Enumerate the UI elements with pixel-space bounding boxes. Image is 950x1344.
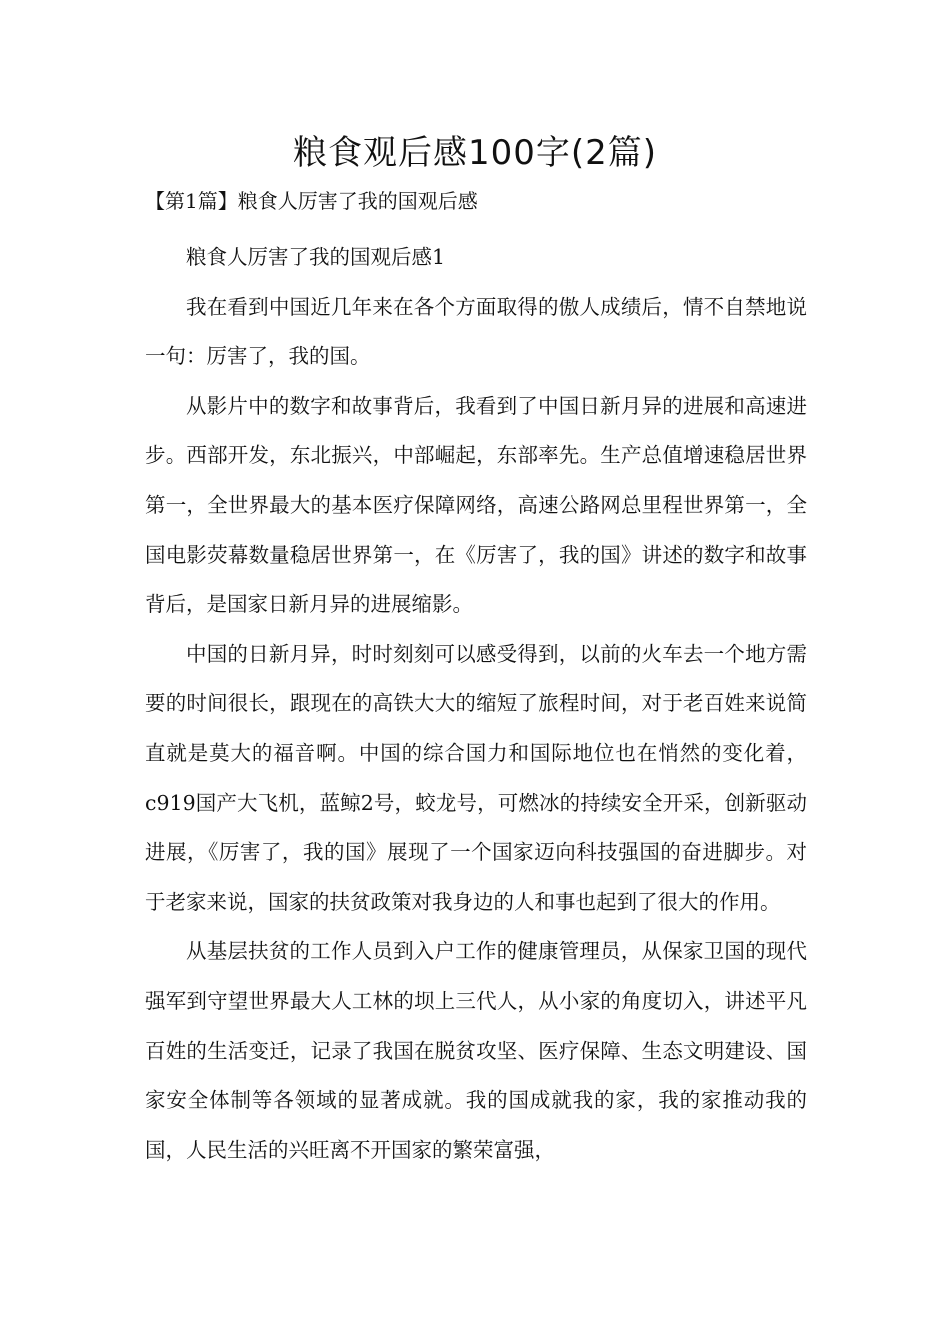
paragraph: 我在看到中国近几年来在各个方面取得的傲人成绩后，情不自禁地说一句：厉害了，我的国。 [145, 294, 807, 369]
paragraph: 从影片中的数字和故事背后，我看到了中国日新月异的进展和高速进步。西部开发，东北振兴，中部崛起，东部率先。生产总值增速稳居世界第一，全世界最大的基本医疗保障网络，高速公路网总里程世界第一，全国电影荧幕数量稳居世界第一，在《厉害了，我的国》讲述的数字和故事背后，是国家日新月异的进展缩影。 [145, 393, 807, 617]
document-title: 粮食观后感100字(2篇) [292, 133, 658, 173]
paragraph-subtitle: 粮食人厉害了我的国观后感1 [186, 245, 446, 269]
paragraph: 中国的日新月异，时时刻刻可以感受得到，以前的火车去一个地方需要的时间很长，跟现在的高铁大大的缩短了旅程时间，对于老百姓来说简直就是莫大的福音啊。中国的综合国力和国际地位也在悄然的变化着，c919国产大飞机，蓝鲸2号，蛟龙号，可燃冰的持续安全开采，创新驱动进展，《厉害了，我的国》展现了一个国家迈向科技强国的奋进脚步。对于老家来说，国家的扶贫政策对我身边的人和事也起到了很大的作用。 [145, 641, 807, 914]
paragraph: 从基层扶贫的工作人员到入户工作的健康管理员，从保家卫国的现代强军到守望世界最大人工林的坝上三代人，从小家的角度切入，讲述平凡百姓的生活变迁，记录了我国在脱贫攻坚、医疗保障、生态文明建设、国家安全体制等各领域的显著成就。我的国成就我的家，我的家推动我的国，人民生活的兴旺离不开国家的繁荣富强， [145, 939, 807, 1162]
section-heading: 【第1篇】粮食人厉害了我的国观后感 [145, 189, 478, 213]
document-body [145, 233, 807, 1175]
